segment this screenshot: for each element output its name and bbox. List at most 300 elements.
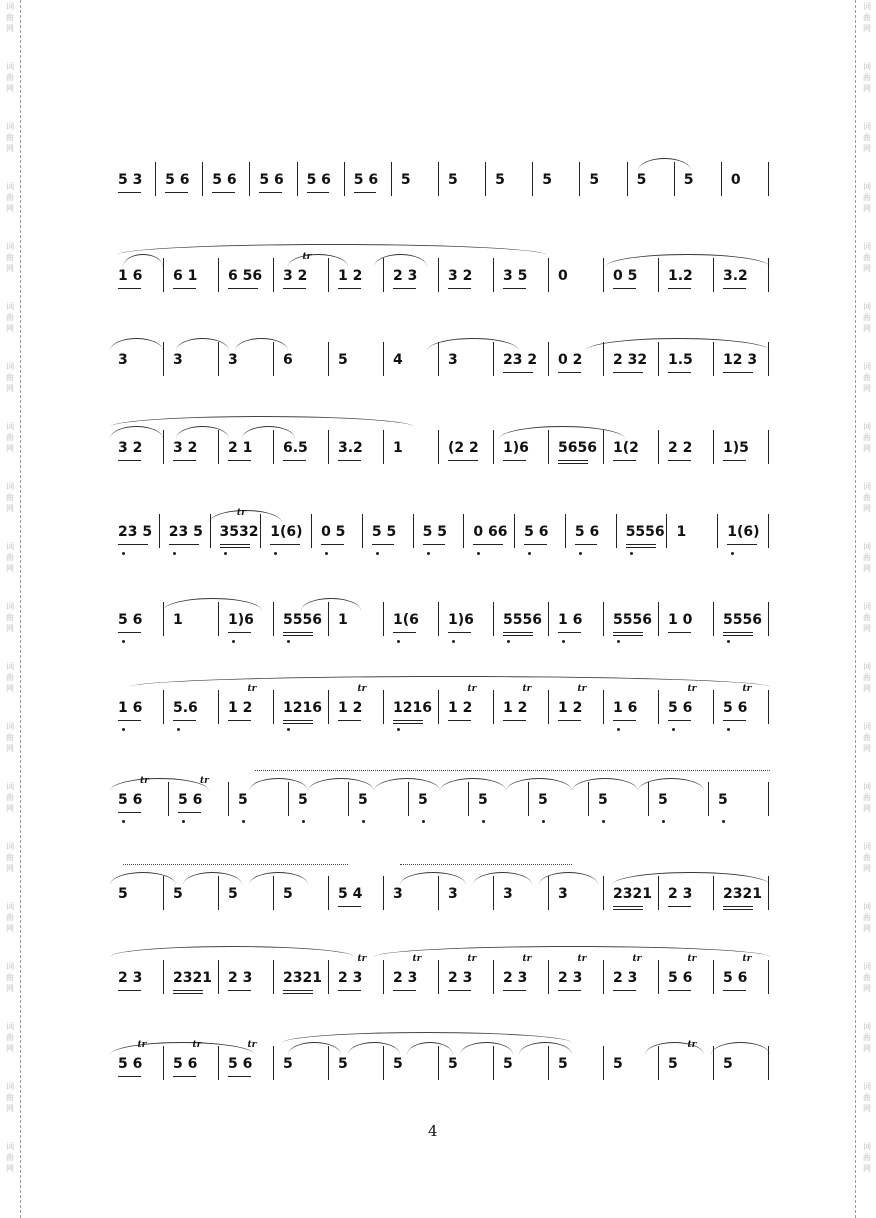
watermark-char: 词 <box>863 62 871 71</box>
beam-underline <box>283 723 313 724</box>
bar-line <box>768 514 769 548</box>
trill-mark: tr <box>140 776 149 786</box>
bar-line <box>713 430 714 464</box>
measure-notes: 5 6 <box>524 524 549 540</box>
watermark-char: 网 <box>863 564 871 573</box>
watermark-char: 曲 <box>863 733 871 742</box>
slur-mark <box>176 338 229 351</box>
slur-mark <box>585 338 770 351</box>
beam-underline <box>393 723 423 724</box>
beam-underline <box>448 720 471 721</box>
measure-notes: (2 2 <box>448 440 479 456</box>
measure-notes: 2 3 <box>118 970 143 986</box>
measure-notes: 2 2 <box>668 440 693 456</box>
measure-notes: 1.2 <box>668 268 693 284</box>
measure-notes: 5 6 <box>259 172 284 188</box>
watermark-char: 网 <box>863 384 871 393</box>
measure-notes: 1)6 <box>228 612 254 628</box>
watermark-char: 曲 <box>863 73 871 82</box>
bar-line <box>548 602 549 636</box>
measure-notes: 5556 <box>283 612 322 628</box>
watermark-char: 网 <box>6 684 14 693</box>
beam-underline <box>558 632 581 633</box>
watermark-char: 曲 <box>863 673 871 682</box>
watermark-char: 网 <box>863 264 871 273</box>
beam-underline <box>613 720 636 721</box>
watermark-char: 词 <box>6 602 14 611</box>
bar-line <box>548 258 549 292</box>
beam-underline <box>668 906 691 907</box>
slur-mark <box>110 946 354 957</box>
bar-line <box>532 162 533 196</box>
watermark-char: 曲 <box>6 793 14 802</box>
trill-mark: tr <box>357 684 367 694</box>
watermark-char: 词 <box>863 422 871 431</box>
watermark-char: 词 <box>6 902 14 911</box>
measure-notes: 5 3 <box>118 172 143 188</box>
slur-mark <box>123 254 163 267</box>
beam-underline <box>173 990 203 991</box>
watermark-char: 网 <box>863 144 871 153</box>
score-line <box>110 854 780 924</box>
bar-line <box>603 960 604 994</box>
watermark-char: 曲 <box>863 913 871 922</box>
measure-notes: 3 2 <box>173 440 198 456</box>
score-line <box>110 1024 780 1094</box>
trill-mark: tr <box>742 954 752 964</box>
measure-notes: 5556 <box>723 612 762 628</box>
bar-line <box>163 258 164 292</box>
bar-line <box>344 162 345 196</box>
bar-line <box>713 602 714 636</box>
measure-notes: 5 <box>298 792 308 808</box>
measure-notes: 5 6 <box>228 1056 253 1072</box>
bar-line <box>493 690 494 724</box>
beam-underline <box>283 632 313 633</box>
bar-line <box>713 960 714 994</box>
watermark-char: 曲 <box>863 253 871 262</box>
beam-underline <box>165 192 188 193</box>
measure-notes: 1 2 <box>503 700 528 716</box>
measure-notes: 5 <box>173 886 183 902</box>
watermark-char: 曲 <box>863 1153 871 1162</box>
watermark-char: 曲 <box>6 853 14 862</box>
beam-underline <box>723 990 746 991</box>
beam-underline <box>321 544 344 545</box>
slur-mark <box>460 1042 513 1055</box>
beam-underline <box>270 544 300 545</box>
octave-dot <box>122 552 125 555</box>
beam-underline <box>228 720 251 721</box>
bar-line <box>493 258 494 292</box>
beam-underline <box>393 632 416 633</box>
bar-line <box>485 162 486 196</box>
octave-dot <box>173 552 176 555</box>
score-line <box>110 938 780 1008</box>
slur-mark <box>130 676 770 687</box>
watermark-char: 网 <box>6 444 14 453</box>
beam-underline <box>228 460 251 461</box>
slur-mark <box>374 254 427 267</box>
trill-mark: tr <box>687 684 697 694</box>
bar-line <box>616 514 617 548</box>
measure-notes: 1 0 <box>668 612 693 628</box>
octave-dot <box>507 640 510 643</box>
measure-notes: 5 5 <box>371 524 397 540</box>
octave-dot <box>422 820 425 823</box>
watermark-char: 词 <box>863 302 871 311</box>
beam-underline <box>220 544 250 545</box>
watermark-char: 网 <box>863 684 871 693</box>
watermark-char: 曲 <box>863 793 871 802</box>
beam-underline <box>393 288 416 289</box>
watermark-char: 词 <box>863 242 871 251</box>
measure-notes: 5 <box>118 886 128 902</box>
beam-underline <box>118 1076 141 1077</box>
measure-notes: 1 <box>338 612 348 628</box>
watermark-char: 网 <box>863 804 871 813</box>
bar-line <box>383 690 384 724</box>
beam-underline <box>220 547 250 548</box>
slur-mark <box>110 1042 255 1055</box>
watermark-char: 词 <box>6 302 14 311</box>
bar-line <box>273 1046 274 1080</box>
trill-mark: tr <box>467 954 477 964</box>
watermark-char: 词 <box>863 542 871 551</box>
beam-underline <box>503 372 533 373</box>
beam-underline <box>558 372 581 373</box>
watermark-char: 词 <box>6 1022 14 1031</box>
beam-underline <box>723 906 753 907</box>
bar-line <box>311 514 312 548</box>
bar-line <box>163 690 164 724</box>
watermark-char: 词 <box>863 362 871 371</box>
page-number: 4 <box>428 1122 438 1140</box>
bar-line <box>579 162 580 196</box>
watermark-char: 词 <box>6 542 14 551</box>
bar-line <box>548 690 549 724</box>
bar-line <box>717 514 718 548</box>
bar-line <box>493 960 494 994</box>
watermark-char: 网 <box>6 924 14 933</box>
measure-notes: 2321 <box>613 886 652 902</box>
beam-underline <box>613 372 643 373</box>
trill-mark: tr <box>577 684 587 694</box>
beam-underline <box>173 720 196 721</box>
measure-notes: 3 <box>448 352 458 368</box>
watermark-char: 词 <box>863 902 871 911</box>
bar-line <box>249 162 250 196</box>
octave-dot <box>562 640 565 643</box>
beam-underline <box>558 990 581 991</box>
measure-notes: 1)6 <box>503 440 529 456</box>
beam-underline <box>723 372 753 373</box>
slur-mark <box>473 872 532 885</box>
measure-notes: 2 3 <box>228 970 253 986</box>
watermark-char: 网 <box>6 264 14 273</box>
bar-line <box>768 342 769 376</box>
slur-mark <box>427 338 519 351</box>
watermark-char: 网 <box>863 24 871 33</box>
beam-underline <box>118 812 141 813</box>
beam-underline <box>169 544 199 545</box>
measure-notes: 5 6 <box>118 792 143 808</box>
watermark-char: 曲 <box>6 253 14 262</box>
bar-line <box>627 162 628 196</box>
measure-notes: 1 <box>173 612 183 628</box>
beam-underline <box>118 990 141 991</box>
beam-underline <box>503 635 533 636</box>
measure-notes: 0 5 <box>321 524 346 540</box>
watermark-char: 曲 <box>6 313 14 322</box>
watermark-char: 曲 <box>6 373 14 382</box>
measure-notes: 6 56 <box>228 268 263 284</box>
bar-line <box>768 960 769 994</box>
measure-notes: 2321 <box>723 886 762 902</box>
measure-notes: 5 6 <box>723 970 748 986</box>
watermark-char: 网 <box>6 384 14 393</box>
measure-notes: 5 <box>683 172 694 188</box>
beam-underline <box>393 720 423 721</box>
bar-line <box>218 960 219 994</box>
octave-dot <box>182 820 185 823</box>
measure-notes: 5 <box>283 886 293 902</box>
measure-notes: 5 6 <box>574 524 600 540</box>
slur-mark <box>308 778 374 791</box>
slur-mark <box>605 254 770 267</box>
measure-notes: 6.5 <box>283 440 308 456</box>
measure-notes: 3 <box>118 352 128 368</box>
octave-dot <box>722 820 725 823</box>
beam-underline <box>503 288 526 289</box>
measure-notes: 5 6 <box>118 1056 143 1072</box>
beam-underline <box>118 632 141 633</box>
octave-dot <box>617 640 620 643</box>
watermark-char: 曲 <box>6 1093 14 1102</box>
measure-notes: 1 2 <box>228 700 253 716</box>
watermark-char: 曲 <box>863 373 871 382</box>
slur-mark <box>301 598 360 611</box>
watermark-char: 词 <box>6 62 14 71</box>
beam-underline <box>503 720 526 721</box>
bar-line <box>768 430 769 464</box>
trill-mark: tr <box>357 954 367 964</box>
watermark-char: 网 <box>6 504 14 513</box>
watermark-char: 网 <box>6 624 14 633</box>
bar-line <box>721 162 722 196</box>
slur-mark <box>249 872 308 885</box>
watermark-char: 曲 <box>863 613 871 622</box>
octave-dot <box>727 728 730 731</box>
bar-line <box>438 690 439 724</box>
measure-notes: 5 <box>668 1056 678 1072</box>
beam-underline <box>613 635 643 636</box>
measure-notes: 2 32 <box>613 352 648 368</box>
watermark-char: 曲 <box>6 433 14 442</box>
slur-mark <box>539 872 598 885</box>
bar-line <box>658 602 659 636</box>
watermark-char: 网 <box>863 1164 871 1173</box>
measure-notes: 1 6 <box>558 612 583 628</box>
watermark-char: 曲 <box>863 493 871 502</box>
watermark-char: 词 <box>863 122 871 131</box>
measure-notes: 1 2 <box>338 268 363 284</box>
slur-mark <box>440 778 506 791</box>
watermark-char: 网 <box>6 984 14 993</box>
watermark-char: 网 <box>863 1044 871 1053</box>
watermark-char: 曲 <box>863 553 871 562</box>
measure-notes: 5 6 <box>668 700 693 716</box>
measure-notes: 1 6 <box>118 700 143 716</box>
measure-notes: 1 6 <box>118 268 143 284</box>
beam-underline <box>668 460 691 461</box>
measure-notes: 0 2 <box>558 352 583 368</box>
measure-notes: 3 <box>228 352 238 368</box>
octave-dot <box>662 820 665 823</box>
beam-underline <box>558 463 588 464</box>
beam-underline <box>448 990 471 991</box>
score-line <box>110 236 780 306</box>
measure-notes: 5 <box>636 172 647 188</box>
measure-notes: 3 <box>503 886 513 902</box>
measure-notes: 3 <box>558 886 568 902</box>
beam-underline <box>118 288 141 289</box>
watermark-char: 网 <box>863 864 871 873</box>
measure-notes: 2 3 <box>558 970 583 986</box>
watermark-char: 网 <box>863 504 871 513</box>
measure-notes: 1(6 <box>393 612 419 628</box>
bar-line <box>163 960 164 994</box>
octave-dot <box>617 728 620 731</box>
bar-line <box>603 1046 604 1080</box>
score-line <box>110 760 780 830</box>
beam-underline <box>354 192 377 193</box>
measure-notes: 5 6 <box>173 1056 198 1072</box>
measure-notes: 5 <box>400 172 411 188</box>
measure-notes: 0 5 <box>613 268 638 284</box>
trill-mark: tr <box>467 684 477 694</box>
beam-underline <box>118 192 141 193</box>
measure-notes: 5 6 <box>353 172 379 188</box>
octave-dot <box>122 820 125 823</box>
beam-underline <box>283 460 306 461</box>
bar-line <box>218 690 219 724</box>
watermark-char: 词 <box>6 242 14 251</box>
watermark-char: 曲 <box>6 913 14 922</box>
beam-underline <box>473 544 503 545</box>
beam-underline <box>558 460 588 461</box>
measure-notes: 1 2 <box>558 700 583 716</box>
octave-dot <box>528 552 531 555</box>
bar-line <box>548 342 549 376</box>
measure-notes: 3532 <box>219 524 259 540</box>
measure-notes: 2 3 <box>338 970 363 986</box>
beam-underline <box>503 460 526 461</box>
bar-line <box>273 602 274 636</box>
watermark-char: 曲 <box>863 13 871 22</box>
watermark-char: 网 <box>6 1044 14 1053</box>
bar-line <box>383 960 384 994</box>
bar-line <box>493 430 494 464</box>
measure-notes: 3 <box>393 886 403 902</box>
octave-dot <box>242 820 245 823</box>
bar-line <box>463 514 464 548</box>
watermark-char: 曲 <box>6 1033 14 1042</box>
beam-underline <box>178 812 201 813</box>
slur-mark <box>711 1042 770 1055</box>
watermark-char: 曲 <box>863 133 871 142</box>
measure-notes: 0 66 <box>473 524 508 540</box>
measure-notes: 5 <box>358 792 368 808</box>
measure-notes: 2 3 <box>448 970 473 986</box>
measure-notes: 2321 <box>173 970 212 986</box>
octave-dot <box>224 552 227 555</box>
octave-dot <box>397 640 400 643</box>
beam-underline <box>613 990 636 991</box>
measure-notes: 5 <box>542 172 553 188</box>
measure-notes: 0 <box>730 172 741 188</box>
watermark-char: 曲 <box>863 853 871 862</box>
beam-underline <box>283 990 313 991</box>
watermark-char: 网 <box>863 624 871 633</box>
bar-line <box>273 960 274 994</box>
measure-notes: 5556 <box>503 612 542 628</box>
trill-mark: tr <box>200 776 209 786</box>
watermark-char: 曲 <box>863 973 871 982</box>
bar-line <box>658 690 659 724</box>
slur-mark <box>519 1042 572 1055</box>
beam-underline <box>668 990 691 991</box>
bar-line <box>768 602 769 636</box>
measure-notes: 5656 <box>558 440 597 456</box>
measure-notes: 1)6 <box>448 612 474 628</box>
measure-notes: 1 2 <box>448 700 473 716</box>
watermark-char: 词 <box>863 482 871 491</box>
beam-underline <box>626 547 656 548</box>
beam-underline <box>524 544 547 545</box>
slur-mark <box>110 338 163 351</box>
watermark-char: 曲 <box>6 733 14 742</box>
beam-underline <box>448 632 471 633</box>
slur-mark <box>288 254 347 267</box>
trill-mark: tr <box>742 684 752 694</box>
measure-notes: 5 <box>338 352 348 368</box>
beam-underline <box>228 990 251 991</box>
measure-notes: 5 6 <box>165 172 190 188</box>
beam-underline <box>283 288 306 289</box>
measure-notes: 5 <box>478 792 488 808</box>
watermark-char: 词 <box>863 1082 871 1091</box>
beam-underline <box>503 632 533 633</box>
bar-line <box>603 258 604 292</box>
measure-notes: 5 6 <box>306 172 331 188</box>
measure-notes: 5 <box>598 792 608 808</box>
watermark-char: 网 <box>863 444 871 453</box>
octave-dot <box>376 552 379 555</box>
measure-notes: 5 <box>418 792 428 808</box>
watermark-char: 词 <box>6 362 14 371</box>
measure-notes: 0 <box>558 268 568 284</box>
score-line <box>110 492 780 562</box>
measure-notes: 1(6) <box>270 524 303 540</box>
beam-underline <box>613 632 643 633</box>
bar-line <box>438 602 439 636</box>
measure-notes: 5556 <box>625 524 665 540</box>
watermark-char: 曲 <box>863 1093 871 1102</box>
octave-dot <box>397 728 400 731</box>
measure-notes: 23 5 <box>168 524 203 540</box>
watermark-char: 词 <box>6 782 14 791</box>
